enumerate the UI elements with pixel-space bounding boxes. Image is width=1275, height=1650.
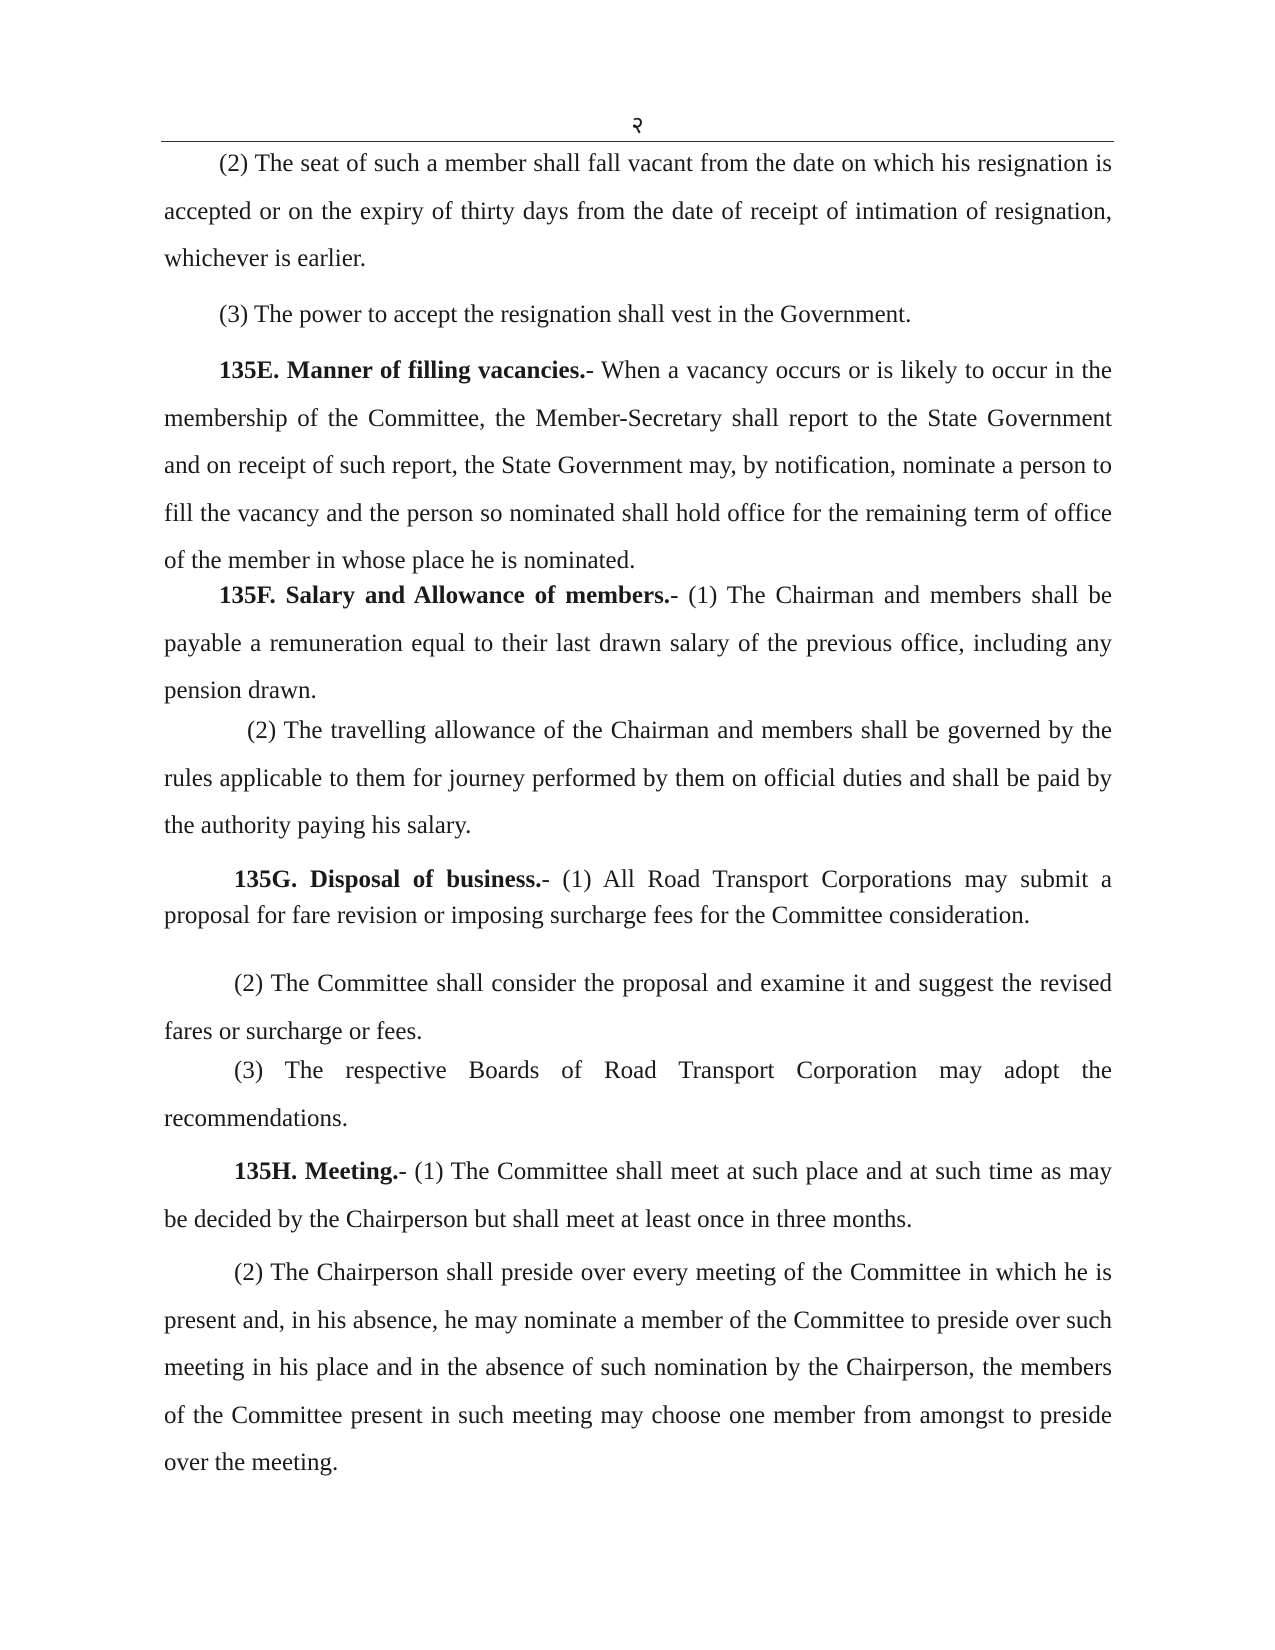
paragraph-power-to-accept: (3) The power to accept the resignation shall vest in the Government. xyxy=(219,301,912,328)
section-135h-heading: 135H. Meeting. xyxy=(234,1158,399,1185)
section-135e xyxy=(164,347,1112,585)
section-135g-heading: 135G. Disposal of business. xyxy=(234,866,542,893)
paragraph-chairperson-preside: (2) The Chairperson shall preside over every meeting of the Committee in which he is present and, in his absence, he may nominate a member of the Committee to preside over such meeting in his place and in the absence of such nomination by the Chairperson, the members of the Committee present in such meeting may choose one member from amongst to preside over the meeting. xyxy=(164,1259,1112,1476)
paragraph-committee-consider: (2) The Committee shall consider the proposal and examine it and suggest the revised fares or surcharge or fees. xyxy=(164,970,1112,1045)
paragraph-boards-adopt: (3) The respective Boards of Road Transport Corporation may adopt the recommendations. xyxy=(164,1057,1112,1132)
section-135h-text: - (1) The Committee shall meet at such place and at such time as may be decided by the Chairperson but shall meet at least once in three months. xyxy=(164,1158,1112,1233)
paragraph-seat-vacant: (2) The seat of such a member shall fall vacant from the date on which his resignation is accepted or on the expiry of thirty days from the date of receipt of intimation of resignation, whichever is earlier. xyxy=(164,150,1112,272)
section-135f-heading: 135F. Salary and Allowance of members. xyxy=(219,582,671,609)
paragraph-travelling-allowance: (2) The travelling allowance of the Chairman and members shall be governed by the rules applicable to them for journey performed by them on official duties and shall be paid by the authority paying his salary. xyxy=(164,717,1112,839)
section-135e-text: - When a vacancy occurs or is likely to occur in the membership of the Committee, the Member-Secretary shall report to the State Government and on receipt of such report, the State Government may, by notification, nominate a person to fill the vacancy and the person so nominated shall hold office for the remaining term of office of the member in whose place he is nominated. xyxy=(164,357,1112,574)
section-135f-text: - (1) The Chairman and members shall be payable a remuneration equal to their last drawn salary of the previous office, including any pension drawn. xyxy=(164,582,1112,704)
section-135g-text: - (1) All Road Transport Corporations may submit a proposal for fare revision or imposing surcharge fees for the Committee consideration. xyxy=(164,866,1112,929)
section-135g xyxy=(164,862,1112,934)
section-135f xyxy=(164,572,1112,715)
page-number: २ xyxy=(631,113,644,139)
section-135h xyxy=(164,1148,1112,1243)
section-135e-heading: 135E. Manner of filling vacancies. xyxy=(219,357,586,384)
